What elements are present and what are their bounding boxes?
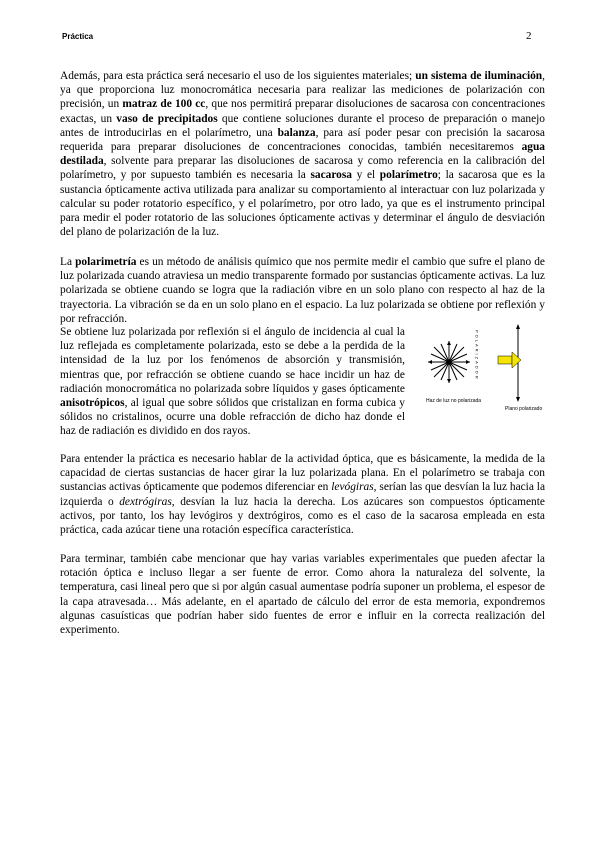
page-number: 2 — [526, 30, 532, 42]
polarized-beam-arrowhead — [512, 352, 521, 368]
figure-caption-right: Plano polarizado — [505, 406, 543, 412]
unpolarized-light-star — [428, 341, 470, 383]
plane-arrow-top — [516, 324, 520, 329]
plane-arrow-bottom — [516, 397, 520, 402]
paragraph-materials: Además, para esta práctica será necesario el uso de los siguientes materiales; un sistema de iluminación, ya que proporciona luz monocromática necesaria para realizar las mediciones de polarización con precisión, un matraz de 100 cc, que nos permitirá preparar disoluciones de sacarosa con concentraciones exactas, un vaso de precipitados que contiene soluciones durante el proceso de preparación o manejo antes de introducirlas en el polarímetro, una balanza, para así poder pesar con precisión la sacarosa requerida para preparar disoluciones de concentraciones conocidas, también necesitaremos agua destilada, solvente para preparar las disoluciones de sacarosa y como referencia en la calibración del polarímetro, y por supuesto también es necesaria la sacarosa y el polarímetro; la sacarosa que es la sustancia ópticamente activa utilizada para analizar su comportamiento al interactuar con luz polarizada y calcular su poder rotatorio específico, y el polarímetro, por otro lado, ya que es el instrumento principal para medir el poder rotatorio de las soluciones ópticamente activas y determinar el ángulo de desviación del plano de polarización de la luz. — [60, 70, 546, 239]
polarization-diagram — [420, 322, 550, 422]
header-label: Práctica — [62, 32, 94, 41]
polarizer-label: POLARIZADOR — [474, 330, 480, 381]
paragraph-error-sources: Para terminar, también cabe mencionar que hay varias variables experimentales que pueden afectar la rotación óptica e incluso llegar a ser fuente de error. Como ahora la naturaleza del solvente, la temperatura, casi lineal pero que si por algún casual aumentase podría suponer un problema, el espesor de la capa atravesada… Más adelante, en el apartado de cálculo del error de esta memoria, expondremos algunas casuísticas que podrían haber sido fuentes de error e influir en la correcta realización del experimento. — [60, 553, 545, 637]
paragraph-optical-activity: Para entender la práctica es necesario hablar de la actividad óptica, que es básicamente, la medida de la capacidad de ciertas sustancias de hacer girar la luz polarizada plana. En el polarímetro se trabaja con sustancias activas ópticamente que podemos diferenciar en levógiras, serían las que desvían la luz hacia la izquierda o dextrógiras, desvían la luz hacia la derecha. Los azúcares son compuestos ópticamente activos, por tanto, los hay levógiros y dextrógiros, como es el caso de la sacarosa empleada en esta práctica, cada azúcar tiene una rotación específica característica. — [60, 453, 546, 537]
polarization-figure — [420, 322, 550, 422]
paragraph-polarization: Se obtiene luz polarizada por reflexión si el ángulo de incidencia al cual la luz reflejada es completamente polarizada, esto se debe a la perdida de la intensidad de la luz por los fenómenos de absorción y transmisión, mientras que, por refracción se obtiene cuando se hace incidir un haz de radiación monocromática no polarizada sobre líquidos y gases ópticamente anisotrópicos, al igual que sobre sólidos que cristalizan en forma cubica y sólidos no cristalinos, ocurre una doble refracción de dicho haz donde el haz de radiación es dividido en dos rayos. — [60, 326, 405, 438]
figure-caption-left: Haz de luz no polarizada — [426, 398, 482, 404]
paragraph-polarimetry: La polarimetría es un método de análisis químico que nos permite medir el cambio que sufre el plano de luz polarizada cuando atraviesa un medio transparente formado por sustancias ópticamente activas. La luz polarizada se obtiene cuando se logra que la radiación vibre en un solo plano con respecto al haz de la trayectoria. La vibración se da en un solo plano en el espacio. La luz polarizada se obtiene por reflexión y por refracción. — [60, 256, 545, 325]
polarized-beam-arrow — [498, 356, 512, 364]
